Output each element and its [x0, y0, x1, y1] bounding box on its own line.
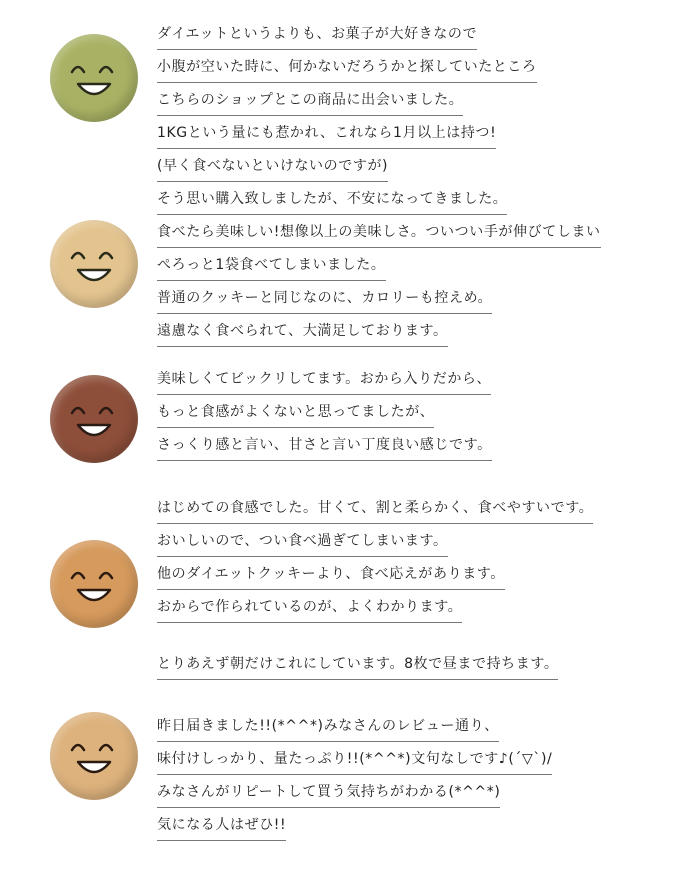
review-text	[157, 650, 687, 683]
review-line: おいしいので、つい食べ過ぎてしまいます。	[157, 527, 448, 557]
review-line: 他のダイエットクッキーより、食べ応えがあります。	[157, 560, 505, 590]
review-text	[157, 365, 687, 464]
review-line: さっくり感と言い、甘さと言い丁度良い感じです。	[157, 431, 492, 461]
review-line: (早く食べないといけないのですが)	[157, 152, 388, 182]
review-line: 小腹が空いた時に、何かないだろうかと探していたところ	[157, 53, 537, 83]
smiley-cookie-icon	[50, 34, 138, 122]
review-line: 美味しくてビックリしてます。おから入りだから、	[157, 365, 491, 395]
review-line: とりあえず朝だけこれにしています。8枚で昼まで持ちます。	[157, 650, 558, 680]
smiley-cookie-icon	[50, 712, 138, 800]
review-line: ぺろっと1袋食べてしまいました。	[157, 251, 386, 281]
smiley-cookie-icon	[50, 375, 138, 463]
review-line: おからで作られているのが、よくわかります。	[157, 593, 462, 623]
review-text	[157, 494, 687, 626]
review-line: 1KGという量にも惹かれ、これなら1月以上は持つ!	[157, 119, 496, 149]
smiley-cookie-icon	[50, 540, 138, 628]
review-line: こちらのショップとこの商品に出会いました。	[157, 86, 463, 116]
review-line: 味付けしっかり、量たっぷり!!(*^^*)文句なしです♪(´▽`)/	[157, 745, 552, 775]
review-line: みなさんがリピートして買う気持ちがわかる(*^^*)	[157, 778, 500, 808]
review-line: 食べたら美味しい!想像以上の美味しさ。ついつい手が伸びてしまい	[157, 218, 601, 248]
smiley-cookie-icon	[50, 220, 138, 308]
review-text	[157, 20, 687, 350]
review-line: もっと食感がよくないと思ってましたが、	[157, 398, 434, 428]
review-line: はじめての食感でした。甘くて、割と柔らかく、食べやすいです。	[157, 494, 593, 524]
review-line: ダイエットというよりも、お菓子が大好きなので	[157, 20, 477, 50]
review-line: 気になる人はぜひ!!	[157, 811, 286, 841]
review-line: 普通のクッキーと同じなのに、カロリーも控えめ。	[157, 284, 492, 314]
review-text	[157, 712, 687, 844]
review-line: 遠慮なく食べられて、大満足しております。	[157, 317, 448, 347]
review-line: 昨日届きました!!(*^^*)みなさんのレビュー通り、	[157, 712, 499, 742]
review-line: そう思い購入致しましたが、不安になってきました。	[157, 185, 507, 215]
